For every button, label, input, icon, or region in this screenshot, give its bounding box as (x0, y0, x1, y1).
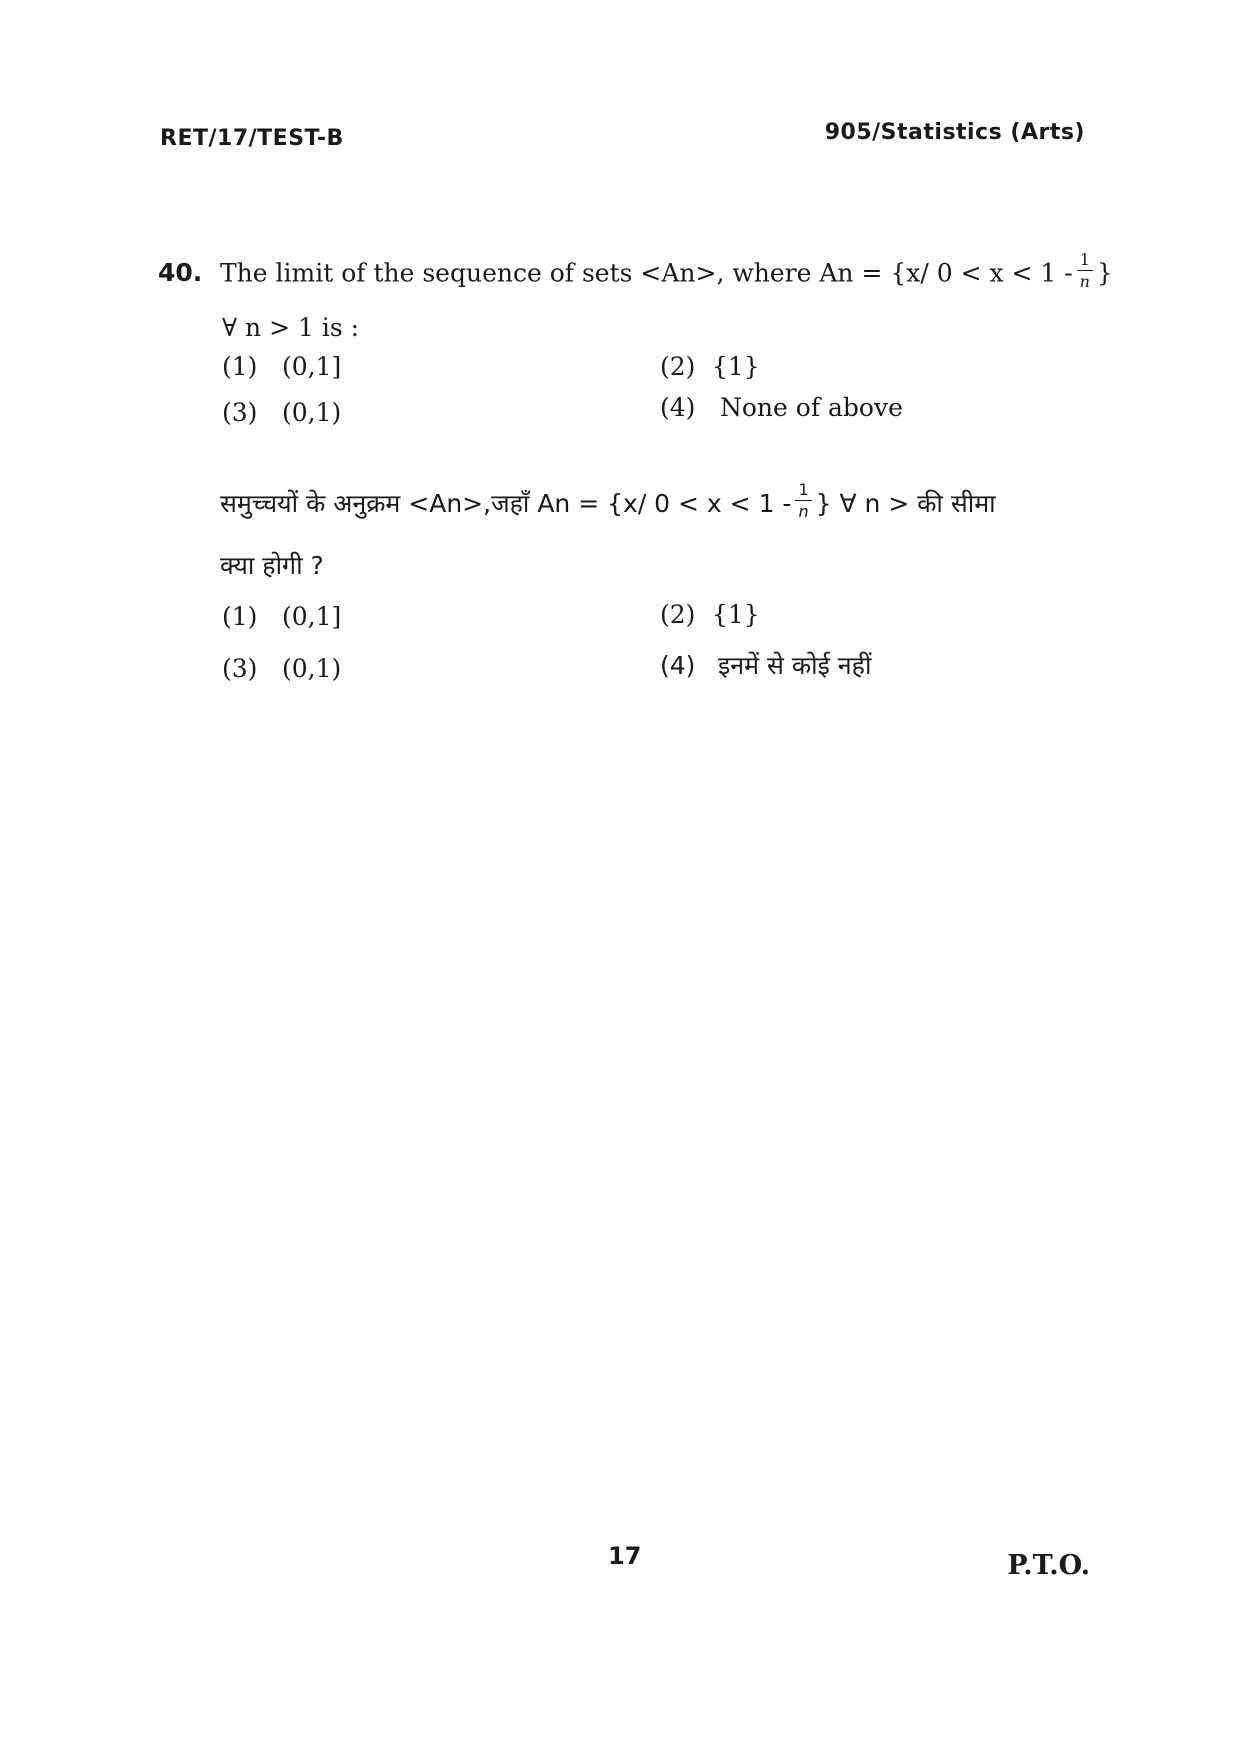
option-number: (1) (222, 602, 258, 631)
fraction-one-over-n: $\frac{1}{n}$ (1077, 252, 1093, 290)
option-number: (4) (660, 651, 696, 680)
option-hi-1 (222, 602, 341, 631)
please-turn-over: P.T.O. (1007, 1550, 1090, 1581)
question-english-close: } (1096, 258, 1113, 288)
question-hindi-line1 (220, 480, 996, 524)
option-en-1 (222, 352, 341, 381)
question-hindi-close: } ∀ n > की सीमा (815, 489, 996, 518)
option-number: (4) (660, 393, 696, 422)
fraction-one-over-n: $\frac{1}{n}$ (795, 482, 811, 520)
option-text: (0,1] (282, 602, 342, 631)
option-number: (2) (660, 352, 696, 381)
option-text: (0,1) (282, 654, 342, 683)
test-code-header: RET/17/TEST-B (160, 126, 344, 151)
question-number: 40. (158, 258, 203, 287)
question-hindi-text: समुच्चयों के अनुक्रम <An>,जहाँ An = {x/ 0 < x < 1 - (220, 489, 792, 518)
option-en-4 (660, 393, 903, 422)
option-text: {1} (712, 352, 760, 381)
option-text: (0,1] (282, 352, 342, 381)
option-hi-4 (660, 648, 871, 682)
page-number: 17 (608, 1542, 642, 1570)
option-number: (3) (222, 398, 258, 427)
question-english-text: The limit of the sequence of sets <An>, where An = {x/ 0 < x < 1 - (220, 258, 1073, 288)
option-number: (1) (222, 352, 258, 381)
option-text: None of above (720, 393, 903, 422)
option-text: (0,1) (282, 398, 342, 427)
option-en-2 (660, 352, 760, 381)
question-english-line1 (220, 250, 1113, 294)
option-number: (2) (660, 600, 696, 629)
option-number: (3) (222, 654, 258, 683)
question-english-line2: ∀ n > 1 is : (222, 313, 360, 342)
option-text: {1} (712, 600, 760, 629)
option-text: इनमें से कोई नहीं (718, 651, 872, 680)
option-en-3 (222, 398, 341, 427)
subject-header: 905/Statistics (Arts) (824, 120, 1085, 145)
option-hi-3 (222, 654, 341, 683)
question-hindi-line2: क्या होगी ? (220, 551, 324, 580)
option-hi-2 (660, 600, 760, 629)
